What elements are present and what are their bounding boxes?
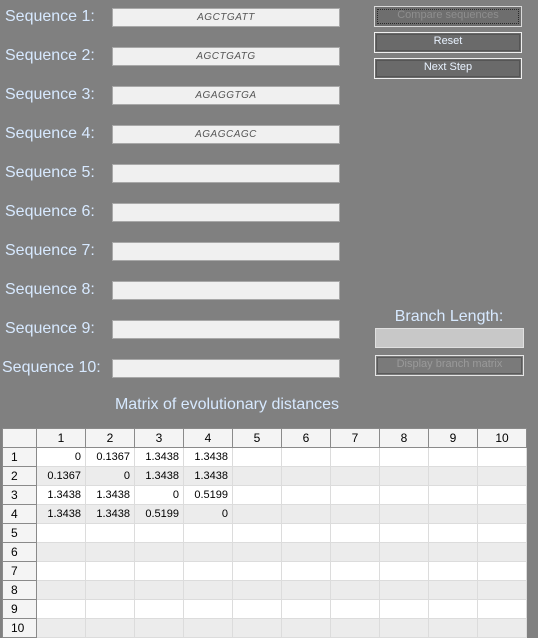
table-row bbox=[3, 505, 527, 524]
matrix-cell[interactable] bbox=[135, 562, 184, 581]
matrix-cell[interactable] bbox=[135, 524, 184, 543]
matrix-cell[interactable] bbox=[184, 524, 233, 543]
matrix-cell[interactable] bbox=[184, 562, 233, 581]
matrix-cell[interactable]: 0 bbox=[135, 486, 184, 505]
sequence-3-label: Sequence 3: bbox=[5, 86, 95, 103]
matrix-cell[interactable] bbox=[429, 486, 478, 505]
table-row bbox=[3, 562, 527, 581]
column-header[interactable]: 1 bbox=[37, 429, 86, 448]
column-header[interactable]: 5 bbox=[233, 429, 282, 448]
matrix-cell[interactable] bbox=[184, 581, 233, 600]
matrix-cell[interactable] bbox=[282, 505, 331, 524]
row-header[interactable]: 10 bbox=[3, 619, 37, 638]
matrix-cell[interactable] bbox=[233, 619, 282, 638]
matrix-cell[interactable] bbox=[331, 543, 380, 562]
matrix-cell[interactable]: 1.3438 bbox=[135, 467, 184, 486]
matrix-cell[interactable] bbox=[478, 562, 527, 581]
matrix-cell[interactable] bbox=[135, 600, 184, 619]
row-header[interactable]: 3 bbox=[3, 486, 37, 505]
matrix-cell[interactable] bbox=[429, 448, 478, 467]
row-header[interactable]: 9 bbox=[3, 600, 37, 619]
matrix-cell[interactable] bbox=[478, 543, 527, 562]
matrix-cell[interactable] bbox=[233, 524, 282, 543]
matrix-cell[interactable] bbox=[380, 581, 429, 600]
table-row bbox=[3, 448, 527, 467]
matrix-cell[interactable]: 0.1367 bbox=[37, 467, 86, 486]
table-row bbox=[3, 524, 527, 543]
matrix-cell[interactable] bbox=[282, 619, 331, 638]
matrix-cell[interactable]: 0 bbox=[37, 448, 86, 467]
matrix-cell[interactable] bbox=[380, 543, 429, 562]
matrix-cell[interactable] bbox=[135, 619, 184, 638]
matrix-cell[interactable]: 1.3438 bbox=[184, 448, 233, 467]
column-header[interactable]: 6 bbox=[282, 429, 331, 448]
sequence-10-label: Sequence 10: bbox=[2, 359, 101, 376]
matrix-cell[interactable] bbox=[86, 600, 135, 619]
matrix-cell[interactable] bbox=[37, 619, 86, 638]
sequence-4-label: Sequence 4: bbox=[5, 125, 95, 142]
matrix-cell[interactable] bbox=[429, 524, 478, 543]
branch-length-field[interactable] bbox=[375, 328, 524, 348]
matrix-cell[interactable] bbox=[37, 524, 86, 543]
sequence-5-label: Sequence 5: bbox=[5, 164, 95, 181]
matrix-cell[interactable] bbox=[282, 562, 331, 581]
sequence-4-input[interactable] bbox=[112, 125, 340, 144]
matrix-cell[interactable]: 1.3438 bbox=[135, 448, 184, 467]
distance-matrix-table[interactable] bbox=[2, 428, 527, 638]
matrix-cell[interactable] bbox=[233, 448, 282, 467]
display-branch-matrix-button[interactable]: Display branch matrix bbox=[375, 355, 524, 376]
matrix-cell[interactable] bbox=[331, 467, 380, 486]
matrix-cell[interactable] bbox=[478, 467, 527, 486]
matrix-cell[interactable]: 0.1367 bbox=[86, 448, 135, 467]
matrix-header-row bbox=[3, 429, 527, 448]
matrix-cell[interactable] bbox=[478, 619, 527, 638]
sequence-1-input[interactable] bbox=[112, 8, 340, 27]
sequence-1-label: Sequence 1: bbox=[5, 8, 95, 25]
matrix-cell[interactable]: 1.3438 bbox=[184, 467, 233, 486]
row-header[interactable]: 8 bbox=[3, 581, 37, 600]
matrix-cell[interactable]: 1.3438 bbox=[86, 505, 135, 524]
matrix-cell[interactable] bbox=[86, 543, 135, 562]
matrix-cell[interactable] bbox=[37, 562, 86, 581]
matrix-cell[interactable] bbox=[282, 486, 331, 505]
matrix-cell[interactable] bbox=[233, 562, 282, 581]
matrix-cell[interactable] bbox=[233, 543, 282, 562]
matrix-cell[interactable] bbox=[282, 448, 331, 467]
matrix-cell[interactable] bbox=[282, 524, 331, 543]
row-header[interactable]: 1 bbox=[3, 448, 37, 467]
sequence-7-label: Sequence 7: bbox=[5, 242, 95, 259]
sequence-7-input[interactable] bbox=[112, 242, 340, 261]
column-header[interactable]: 9 bbox=[429, 429, 478, 448]
matrix-cell[interactable] bbox=[380, 486, 429, 505]
matrix-cell[interactable] bbox=[331, 505, 380, 524]
matrix-cell[interactable] bbox=[184, 543, 233, 562]
matrix-cell[interactable] bbox=[380, 467, 429, 486]
table-row bbox=[3, 486, 527, 505]
sequence-2-label: Sequence 2: bbox=[5, 47, 95, 64]
table-row bbox=[3, 619, 527, 638]
matrix-cell[interactable] bbox=[331, 600, 380, 619]
matrix-cell[interactable] bbox=[135, 581, 184, 600]
sequence-10-input[interactable] bbox=[112, 359, 340, 378]
row-header[interactable]: 6 bbox=[3, 543, 37, 562]
matrix-cell[interactable] bbox=[429, 505, 478, 524]
matrix-cell[interactable] bbox=[233, 467, 282, 486]
matrix-cell[interactable] bbox=[429, 619, 478, 638]
matrix-cell[interactable] bbox=[380, 619, 429, 638]
matrix-cell[interactable] bbox=[478, 581, 527, 600]
sequence-3-input[interactable] bbox=[112, 86, 340, 105]
reset-button[interactable]: Reset bbox=[374, 32, 522, 53]
matrix-cell[interactable] bbox=[233, 505, 282, 524]
matrix-cell[interactable] bbox=[429, 600, 478, 619]
branch-length-label: Branch Length: bbox=[394, 308, 504, 325]
column-header[interactable]: 3 bbox=[135, 429, 184, 448]
matrix-cell[interactable] bbox=[429, 467, 478, 486]
matrix-cell[interactable] bbox=[380, 448, 429, 467]
sequence-5-input[interactable] bbox=[112, 164, 340, 183]
next-step-button[interactable]: Next Step bbox=[374, 58, 522, 79]
table-row bbox=[3, 581, 527, 600]
matrix-title: Matrix of evolutionary distances bbox=[114, 396, 340, 413]
matrix-cell[interactable]: 0 bbox=[184, 505, 233, 524]
matrix-cell[interactable] bbox=[331, 619, 380, 638]
sequence-9-input[interactable] bbox=[112, 320, 340, 339]
column-header[interactable]: 7 bbox=[331, 429, 380, 448]
matrix-cell[interactable] bbox=[429, 562, 478, 581]
matrix-cell[interactable] bbox=[282, 543, 331, 562]
matrix-cell[interactable] bbox=[37, 581, 86, 600]
matrix-cell[interactable] bbox=[380, 524, 429, 543]
matrix-cell[interactable] bbox=[380, 562, 429, 581]
column-header[interactable]: 2 bbox=[86, 429, 135, 448]
sequence-9-label: Sequence 9: bbox=[5, 320, 95, 337]
matrix-cell[interactable] bbox=[37, 543, 86, 562]
matrix-cell[interactable] bbox=[233, 581, 282, 600]
matrix-cell[interactable] bbox=[184, 600, 233, 619]
matrix-cell[interactable] bbox=[331, 448, 380, 467]
matrix-cell[interactable] bbox=[478, 486, 527, 505]
matrix-cell[interactable] bbox=[233, 600, 282, 619]
matrix-cell[interactable] bbox=[380, 505, 429, 524]
matrix-cell[interactable] bbox=[478, 448, 527, 467]
column-header[interactable]: 10 bbox=[478, 429, 527, 448]
sequence-2-input[interactable] bbox=[112, 47, 340, 66]
matrix-cell[interactable] bbox=[86, 619, 135, 638]
sequence-6-input[interactable] bbox=[112, 203, 340, 222]
matrix-cell[interactable] bbox=[282, 600, 331, 619]
column-header[interactable]: 4 bbox=[184, 429, 233, 448]
matrix-cell[interactable]: 0 bbox=[86, 467, 135, 486]
matrix-cell[interactable] bbox=[184, 619, 233, 638]
matrix-cell[interactable] bbox=[478, 600, 527, 619]
table-row bbox=[3, 467, 527, 486]
matrix-cell[interactable] bbox=[86, 562, 135, 581]
matrix-cell[interactable] bbox=[86, 581, 135, 600]
matrix-cell[interactable]: 1.3438 bbox=[86, 486, 135, 505]
matrix-cell[interactable]: 1.3438 bbox=[37, 486, 86, 505]
table-row bbox=[3, 543, 527, 562]
matrix-cell[interactable] bbox=[331, 581, 380, 600]
matrix-cell[interactable] bbox=[135, 543, 184, 562]
matrix-cell[interactable] bbox=[380, 600, 429, 619]
table-row bbox=[3, 600, 527, 619]
row-header[interactable]: 7 bbox=[3, 562, 37, 581]
matrix-cell[interactable] bbox=[331, 524, 380, 543]
compare-sequences-button[interactable]: Compare sequences bbox=[374, 6, 522, 27]
row-header[interactable]: 5 bbox=[3, 524, 37, 543]
row-header[interactable]: 4 bbox=[3, 505, 37, 524]
matrix-cell[interactable] bbox=[429, 543, 478, 562]
matrix-cell[interactable] bbox=[37, 600, 86, 619]
matrix-cell[interactable]: 0.5199 bbox=[184, 486, 233, 505]
matrix-cell[interactable] bbox=[429, 581, 478, 600]
column-header[interactable]: 8 bbox=[380, 429, 429, 448]
matrix-cell[interactable] bbox=[478, 505, 527, 524]
sequence-8-label: Sequence 8: bbox=[5, 281, 95, 298]
matrix-cell[interactable]: 1.3438 bbox=[37, 505, 86, 524]
sequence-8-input[interactable] bbox=[112, 281, 340, 300]
matrix-cell[interactable] bbox=[478, 524, 527, 543]
matrix-cell[interactable] bbox=[282, 581, 331, 600]
matrix-cell[interactable] bbox=[86, 524, 135, 543]
matrix-cell[interactable] bbox=[282, 467, 331, 486]
matrix-corner bbox=[3, 429, 37, 448]
sequence-6-label: Sequence 6: bbox=[5, 203, 95, 220]
matrix-cell[interactable] bbox=[331, 562, 380, 581]
row-header[interactable]: 2 bbox=[3, 467, 37, 486]
matrix-cell[interactable] bbox=[233, 486, 282, 505]
matrix-cell[interactable] bbox=[331, 486, 380, 505]
matrix-cell[interactable]: 0.5199 bbox=[135, 505, 184, 524]
